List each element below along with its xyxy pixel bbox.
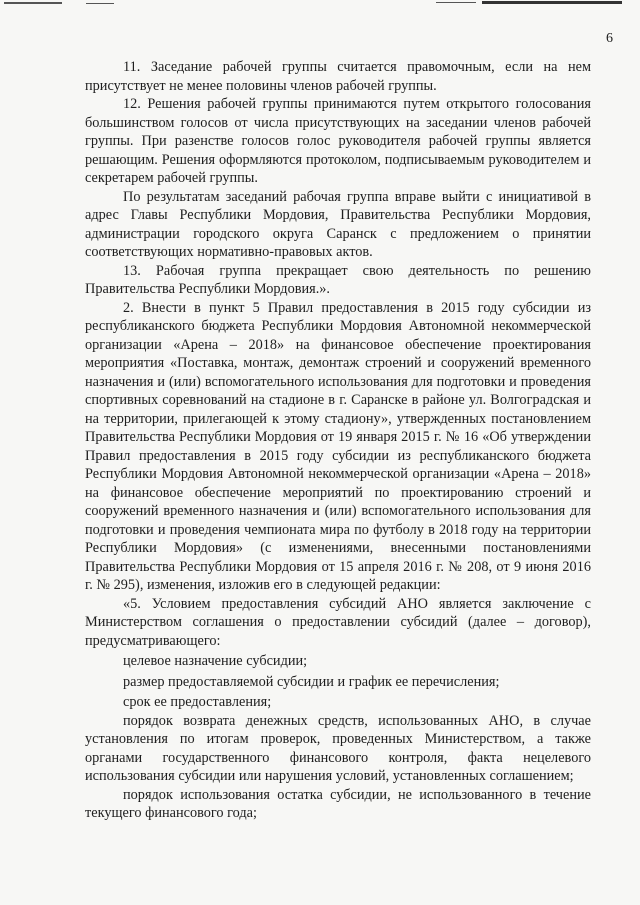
paragraph-12: 12. Решения рабочей группы принимаются путем открытого голосования большинством голосов от числа присутствующих на заседании членов рабочей группы. При разенстве голосов голос руководителя рабочей группы является решающим. Решения оформляются протоколом, подписываемым руководителем и секретарем рабочей группы. [85,96,591,186]
paragraph-condition-5: «5. Условием предоставления субсидий АНО является заключение с Министерством соглашения о предоставлении субсидий (далее – договор), предусматривающего: [85,595,591,649]
list-item: целевое назначение субсидии; [123,653,308,669]
paragraph-amendment-2: 2. Внести в пункт 5 Правил предоставления в 2015 году субсидии из республиканского бюджета Республики Мордовия Автономной некоммерческой организации «Арена – 2018» на финансовое обеспечение проектирования мероприятия «Поставка, монтаж, демонтаж строений и сооружений временного назначения и (или) вспомогательного использования для подготовки и проведения спортивных соревнований на стадионе в г. Саранске в районе ул. Волгоградская и на территории, прилегающей к этому стадиону», утвержденных постановлением Правительства Республики Мордовия от 19 января 2015 г. № 16 «Об утверждении Правил предоставления в 2015 году субсидии из республиканского бюджета Республики Мордовия Автономной некоммерческой организации «Арена – 2018» на финансовое обеспечение мероприятий по проектированию строений и сооружений временного назначения и (или) вспомогательного использования для подготовки и проведения чемпионата мира по футболу в 2018 году на территории Республики Мордовия» (с изменениями, внесенными постановлениями Правительства Республики Мордовия от 15 апреля 2016 г. № 208, от 9 июня 2016 г. № 295), изменения, изложив его в следующей редакции: [85,299,591,593]
scan-edge-artifacts [0,0,640,12]
paragraph-remainder-procedure: порядок использования остатка субсидии, не использованного в течение текущего финансового года; [85,786,591,821]
paragraph-13: 13. Рабочая группа прекращает свою деятельность по решению Правительства Республики Мордовия.». [85,262,591,297]
paragraph-initiative: По результатам заседаний рабочая группа вправе выйти с инициативой в адрес Главы Республики Мордовия, Правительства Республики Мордовия, администрации городского округа Саранск с предложением о принятии соответствующих нормативно-правовых актов. [85,188,591,260]
document-body [85,58,591,823]
paragraph-refund-procedure: порядок возврата денежных средств, использованных АНО, в случае установления по итогам проверок, проведенных Министерством, а также органами государственного финансового контроля, факта нецелевого использования субсидии или нарушения условий, установленных соглашением; [85,712,591,784]
paragraph-11: 11. Заседание рабочей группы считается правомочным, если на нем присутствует не менее половины членов рабочей группы. [85,59,591,94]
list-item: срок ее предоставления; [123,694,272,710]
page-number: 6 [606,31,613,46]
list-item: размер предоставляемой субсидии и график ее перечисления; [123,673,500,690]
